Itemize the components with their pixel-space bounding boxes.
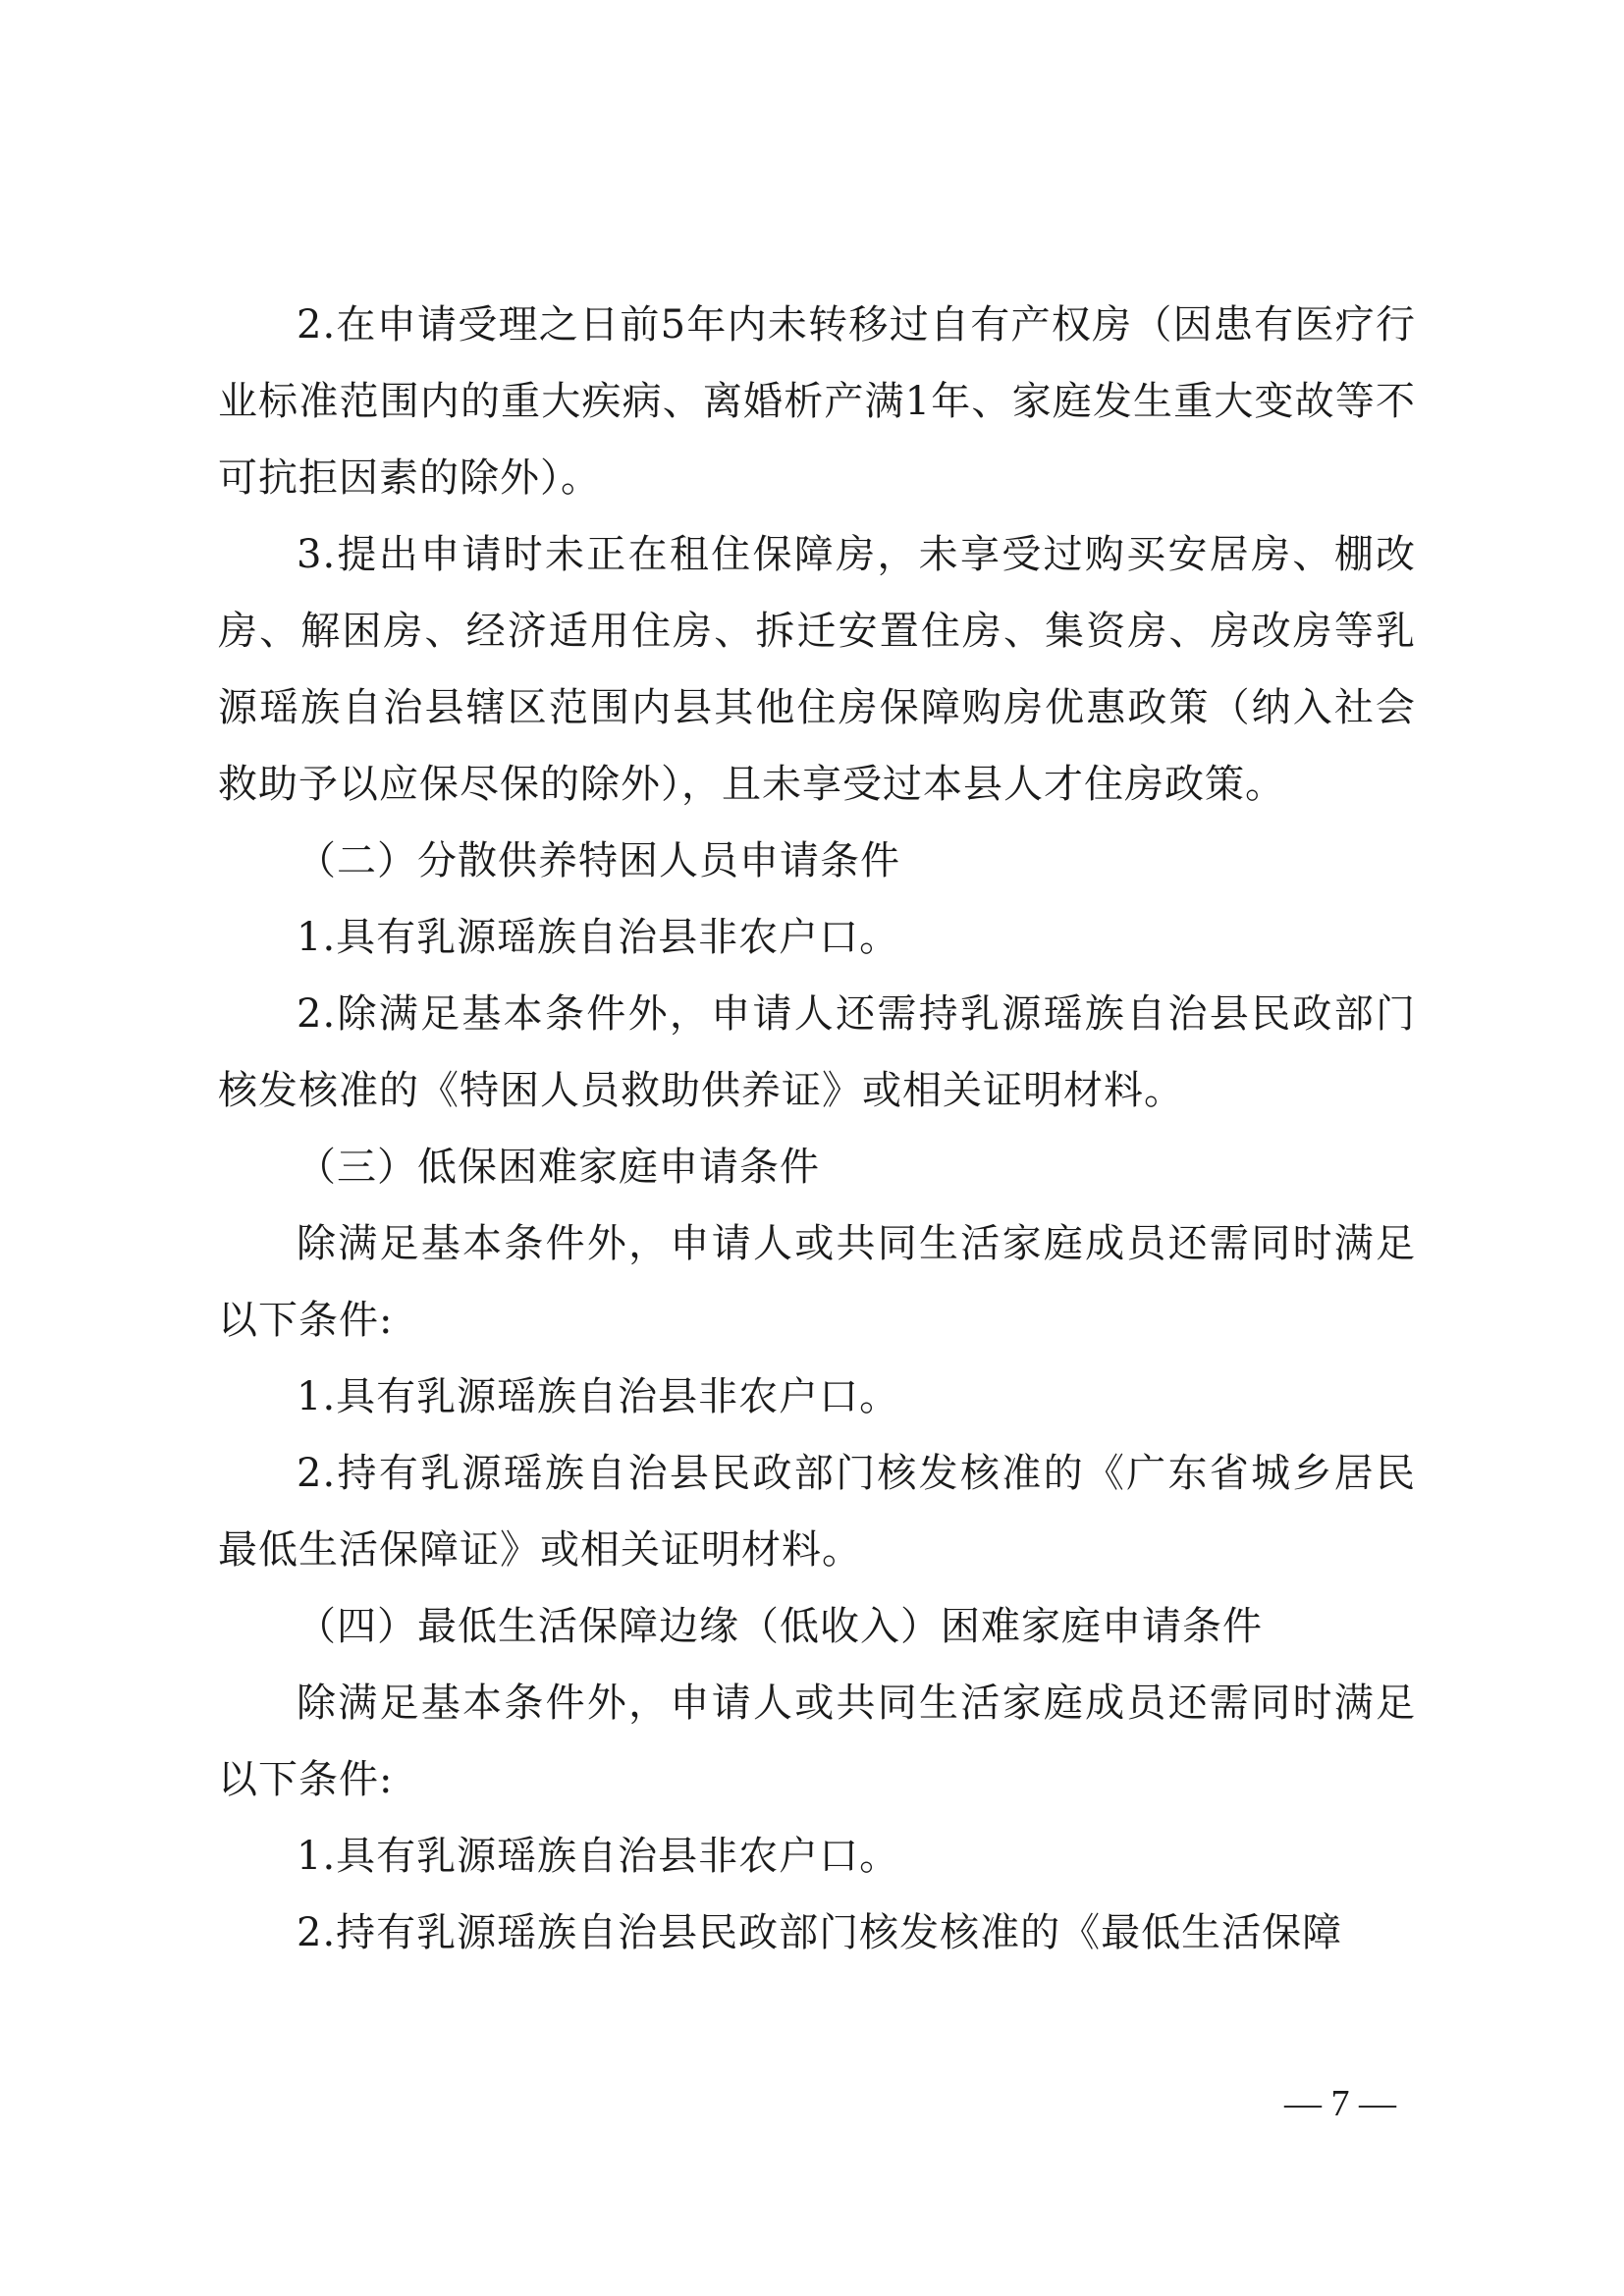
paragraph-item-3: 3.提出申请时未正在租住保障房，未享受过购买安居房、棚改房、解困房、经济适用住房、拆迁安置住房、集资房、房改房等乳源瑶族自治县辖区范围内县其他住房保障购房优惠政策（纳入社会救助予以应保尽保的除外），且未享受过本县人才住房政策。 (218, 532, 1416, 807)
section-heading-2: （二）分散供养特困人员申请条件 (297, 838, 900, 883)
section-heading-4: （四）最低生活保障边缘（低收入）困难家庭申请条件 (297, 1604, 1263, 1649)
paragraph-item-2: 2.在申请受理之日前5年内未转移过自有产权房（因患有医疗行业标准范围内的重大疾病、离婚析产满1年、家庭发生重大变故等不可抗拒因素的除外）。 (218, 302, 1416, 501)
paragraph-intro: 除满足基本条件外，申请人或共同生活家庭成员还需同时满足以下条件: (218, 1221, 1416, 1343)
paragraph-item-2: 2.除满足基本条件外，申请人还需持乳源瑶族自治县民政部门核发核准的《特困人员救助供养证》或相关证明材料。 (218, 991, 1416, 1113)
paragraph-item-2: 2.持有乳源瑶族自治县民政部门核发核准的《广东省城乡居民最低生活保障证》或相关证明材料。 (218, 1451, 1416, 1573)
paragraph-intro: 除满足基本条件外，申请人或共同生活家庭成员还需同时满足以下条件: (218, 1681, 1416, 1802)
paragraph-item-2: 2.持有乳源瑶族自治县民政部门核发核准的《最低生活保障 (297, 1910, 1343, 1955)
paragraph-item-1: 1.具有乳源瑶族自治县非农户口。 (297, 1374, 900, 1419)
paragraph-item-1: 1.具有乳源瑶族自治县非农户口。 (297, 1834, 900, 1879)
page-number: — 7 — (1284, 2083, 1396, 2124)
paragraph-item-1: 1.具有乳源瑶族自治县非农户口。 (297, 915, 900, 960)
body-text (218, 287, 1416, 1971)
section-heading-3: （三）低保困难家庭申请条件 (297, 1145, 820, 1190)
